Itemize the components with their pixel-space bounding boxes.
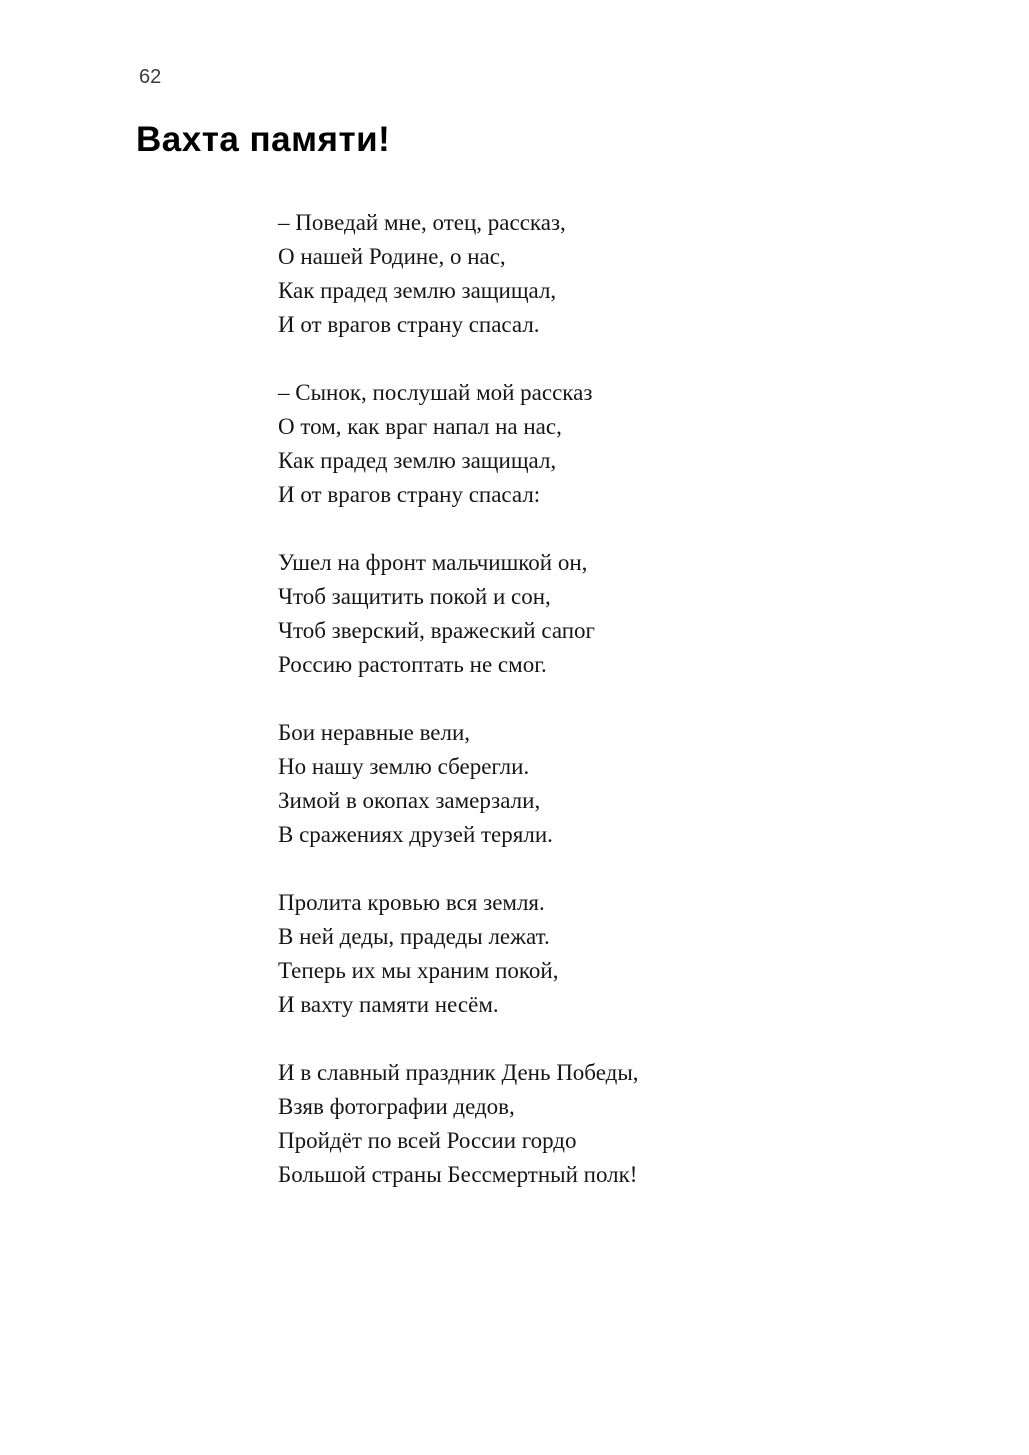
poem-line: Большой страны Бессмертный полк!: [278, 1162, 638, 1187]
page-number: 62: [139, 66, 162, 88]
poem-line: И в славный праздник День Победы,: [278, 1060, 639, 1085]
poem-line: Теперь их мы храним покой,: [278, 958, 559, 983]
poem-stanza: [278, 376, 639, 512]
poem-line: И от врагов страну спасал.: [278, 312, 540, 337]
poem-stanza: [278, 546, 639, 682]
poem-line: Ушел на фронт мальчишкой он,: [278, 550, 588, 575]
poem-line: Чтоб зверский, вражеский сапог: [278, 618, 595, 643]
poem-line: Пройдёт по всей России гордо: [278, 1128, 577, 1153]
poem-line: Россию растоптать не смог.: [278, 652, 547, 677]
poem-line: О том, как враг напал на нас,: [278, 414, 562, 439]
poem-line: Чтоб защитить покой и сон,: [278, 584, 551, 609]
poem-line: – Сынок, послушай мой рассказ: [278, 380, 593, 405]
poem-line: В сражениях друзей теряли.: [278, 822, 553, 847]
poem-line: Но нашу землю сберегли.: [278, 754, 530, 779]
poem-stanza: [278, 206, 639, 342]
poem-line: И от врагов страну спасал:: [278, 482, 541, 507]
poem-line: О нашей Родине, о нас,: [278, 244, 506, 269]
poem-stanza: [278, 1056, 639, 1192]
poem-stanza: [278, 716, 639, 852]
poem-line: В ней деды, прадеды лежат.: [278, 924, 550, 949]
poem-line: Пролита кровью вся земля.: [278, 890, 545, 915]
page-title: Вахта памяти!: [136, 120, 391, 159]
poem-line: Зимой в окопах замерзали,: [278, 788, 541, 813]
poem-line: – Поведай мне, отец, рассказ,: [278, 210, 566, 235]
poem-body: [278, 206, 639, 1226]
poem-line: Как прадед землю защищал,: [278, 448, 557, 473]
poem-line: Как прадед землю защищал,: [278, 278, 557, 303]
poem-line: Бои неравные вели,: [278, 720, 471, 745]
poem-line: Взяв фотографии дедов,: [278, 1094, 515, 1119]
poem-stanza: [278, 886, 639, 1022]
poem-line: И вахту памяти несём.: [278, 992, 499, 1017]
